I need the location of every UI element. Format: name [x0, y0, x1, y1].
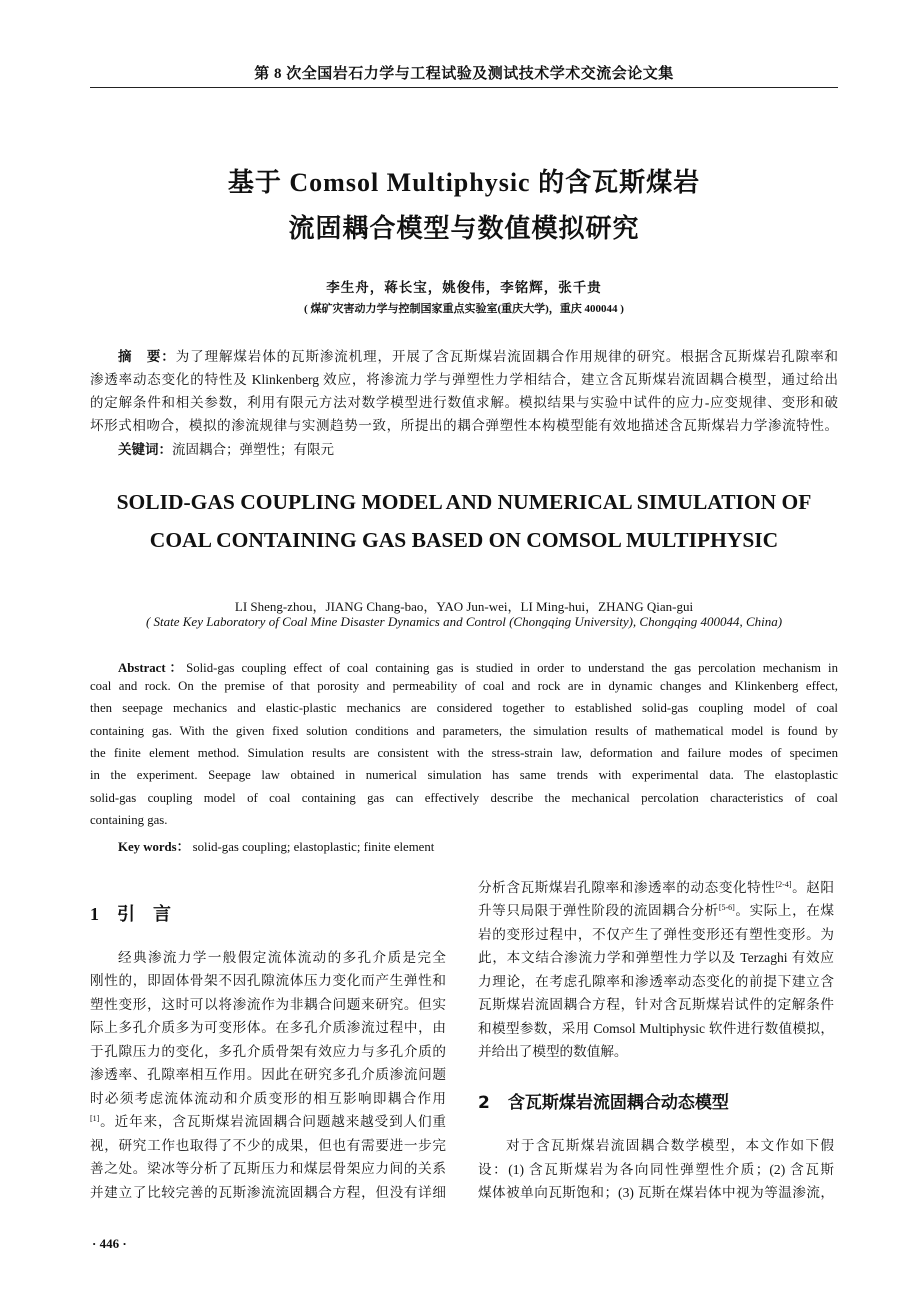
body-line: 和模型参数，采用 Comsol Multiphysic 软件进行数值模拟，: [478, 1021, 834, 1036]
section-2-title: 含瓦斯煤岩流固耦合动态模型: [507, 1093, 729, 1113]
body-line: 经典渗流力学一般假定流体流动的多孔介质是完全: [118, 950, 446, 965]
body-line: 渗透率、孔隙率相互作用。因此在研究多孔介质渗流问题: [90, 1067, 446, 1082]
abstract-cn-label: 摘 要：: [118, 349, 176, 364]
abstract-en-line: in the experiment. Seepage law obtained in numerical simulation has same trends with experimental data. The elastoplastic: [90, 768, 838, 782]
running-head: 第 8 次全国岩石力学与工程试验及测试技术学术交流会论文集: [254, 66, 674, 82]
abstract-en-line: coal and rock. On the premise of that porosity and permeability of coal and rock are in dynamic changes and Klinkenberg effect,: [90, 679, 838, 693]
body-line: 刚性的，即固体骨架不因孔隙流体压力变化而产生弹性和: [90, 973, 446, 988]
section-2-heading: [478, 1088, 729, 1113]
body-line: 对于含瓦斯煤岩流固耦合数学模型，本文作如下假: [506, 1138, 834, 1153]
body-line: 此，本文结合渗流力学和弹塑性力学以及 Terzaghi 有效应: [478, 950, 834, 965]
abstract-en-line: containing gas. With the given fixed solution conditions and parameters, the simulation results of mathematical model is found by: [90, 724, 838, 738]
body-line: 岩的变形过程中，不仅产生了弹性变形还有塑性变形。为: [478, 927, 834, 942]
abstract-en-line: then seepage mechanics and elastic-plastic mechanics are considered together to established solid-gas coupling model of coal: [90, 701, 838, 715]
title-cn-line-2: 流固耦合模型与数值模拟研究: [288, 214, 640, 243]
body-line: 善之处。梁冰等分析了瓦斯压力和煤层骨架应力间的关系: [90, 1161, 446, 1176]
body-line: 力理论，在考虑孔隙率和渗透率动态变化的前提下建立含: [478, 974, 834, 989]
citation-ref: [2-4]: [775, 880, 792, 889]
abstract-cn-line: 坏形式相吻合，模拟的渗流规律与实测趋势一致，所提出的耦合弹塑性本构模型能有效地描述含瓦斯煤岩力学渗流特性。: [90, 418, 838, 433]
body-line: 于孔隙压力的变化，多孔介质骨架有效应力与多孔介质的: [90, 1044, 446, 1059]
affiliation-cn: ( 煤矿灾害动力学与控制国家重点实验室(重庆大学)，重庆 400044 ): [304, 303, 624, 315]
title-cn-line-1: 基于 Comsol Multiphysic 的含瓦斯煤岩: [227, 168, 701, 197]
section-1-title: 引 言: [117, 904, 171, 924]
abstract-en-line: the finite element method. Simulation results are consistent with the stress-strain law, deformation and failure modes of specimen: [90, 746, 838, 760]
body-line: 设：(1) 含瓦斯煤岩为各向同性弹塑性介质；(2) 含瓦斯: [478, 1162, 834, 1177]
abstract-en-line: Abstract：Solid-gas coupling effect of coal containing gas is studied in order to understand the gas percolation mechanism in: [118, 661, 838, 675]
section-1-number: 1: [90, 904, 99, 924]
keywords-en-label: Key words：: [118, 840, 190, 854]
body-line: 并建立了比较完善的瓦斯渗流流固耦合方程，但没有详细: [90, 1185, 446, 1200]
page-number: · 446 ·: [92, 1236, 127, 1251]
body-line: 塑性变形，这时可以将渗流作为非耦合问题来研究。但实: [90, 997, 446, 1012]
authors-en: LI Sheng-zhou，JIANG Chang-bao，YAO Jun-wei，LI Ming-hui，ZHANG Qian-gui: [234, 599, 694, 614]
section-1-heading: [90, 900, 171, 926]
keywords-cn: 关键词：流固耦合；弹塑性；有限元: [118, 442, 334, 457]
section-2-number: 2: [478, 1093, 490, 1113]
body-line: 煤体被单向瓦斯饱和；(3) 瓦斯在煤岩体中视为等温渗流，: [478, 1185, 834, 1200]
authors-cn: 李生舟，蒋长宝，姚俊伟，李铭辉，张千贵: [326, 280, 602, 295]
body-line: 升等只局限于弹性阶段的流固耦合分析[5-6]。实际上，在煤: [478, 903, 835, 918]
abstract-en-label: Abstract：: [118, 661, 187, 675]
abstract-en-line: solid-gas coupling model of coal containing gas can effectively describe the mechanical percolation characteristics of coal: [90, 791, 838, 805]
body-line: 视，研究工作也取得了不少的成果，但也有需要进一步完: [90, 1138, 446, 1153]
citation-ref: [1]: [90, 1114, 100, 1123]
abstract-cn-line: 的定解条件和相关参数，利用有限元方法对数学模型进行数值求解。模拟结果与实验中试件的应力-应变规律、变形和破: [90, 395, 838, 410]
body-line: 际上多孔介质多为可变形体。在多孔介质渗流过程中，由: [90, 1020, 446, 1035]
body-line: 时必须考虑流体流动和介质变形的相互影响即耦合作用: [90, 1091, 446, 1106]
abstract-cn-line: 摘 要：为了理解煤岩体的瓦斯渗流机理，开展了含瓦斯煤岩流固耦合作用规律的研究。根据含瓦斯煤岩孔隙率和: [118, 349, 839, 364]
body-line: 分析含瓦斯煤岩孔隙率和渗透率的动态变化特性[2-4]。赵阳: [478, 880, 834, 895]
abstract-en-line: containing gas.: [90, 813, 168, 827]
affiliation-en: ( State Key Laboratory of Coal Mine Disaster Dynamics and Control (Chongqing University), Chongqing 400044, China): [145, 614, 783, 629]
abstract-cn-line: 渗透率动态变化的特性及 Klinkenberg 效应，将渗流力学与弹塑性力学相结合，建立含瓦斯煤岩流固耦合模型，通过给出: [90, 372, 838, 387]
header-rule: [90, 87, 838, 88]
keywords-en: Key words： solid-gas coupling; elastoplastic; finite element: [118, 840, 435, 854]
body-line: [1]。近年来，含瓦斯煤岩流固耦合问题越来越受到人们重: [90, 1114, 446, 1129]
keywords-cn-label: 关键词：: [118, 442, 172, 457]
body-line: 瓦斯煤岩流固耦合方程，针对含瓦斯煤岩试件的定解条件: [478, 997, 834, 1012]
title-en-line-2: COAL CONTAINING GAS BASED ON COMSOL MULTIPHYSIC: [149, 528, 779, 552]
body-line: 并给出了模型的数值解。: [478, 1044, 628, 1059]
title-en-line-1: SOLID-GAS COUPLING MODEL AND NUMERICAL SIMULATION OF: [116, 490, 812, 514]
citation-ref: [5-6]: [718, 903, 735, 912]
